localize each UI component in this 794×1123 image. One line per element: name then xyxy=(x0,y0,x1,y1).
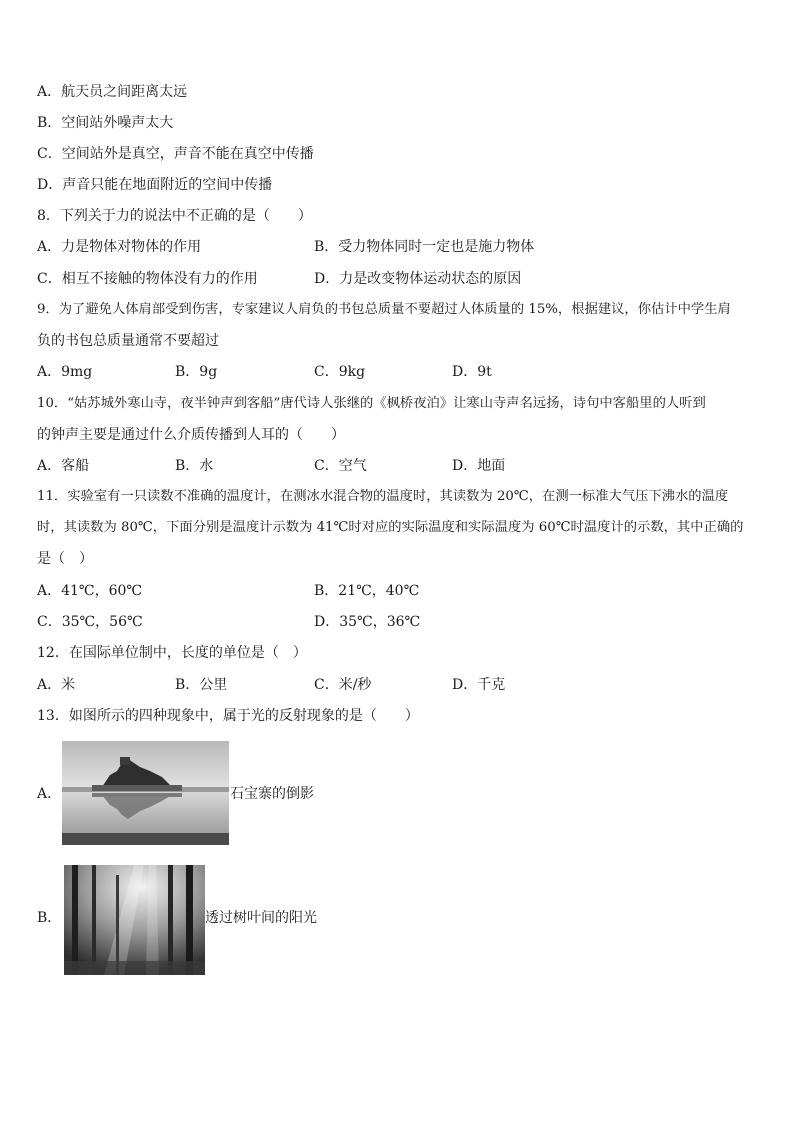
q13-stem: 13．如图所示的四种现象中，属于光的反射现象的是（ ） xyxy=(37,708,419,724)
q12-option-a: A．米 xyxy=(37,677,76,693)
q9-option-d: D．9t xyxy=(452,364,492,380)
q9-stem-line1: 9．为了避免人体肩部受到伤害，专家建议人肩负的书包总质量不要超过人体质量的 15%，根据建议，你估计中学生肩 xyxy=(37,302,731,317)
q11-stem-line1: 11．实验室有一只读数不准确的温度计，在测冰水混合物的温度时，其读数为 20℃，在测一标准大气压下沸水的温度 xyxy=(37,489,729,504)
q8-option-d: D．力是改变物体运动状态的原因 xyxy=(314,271,522,287)
q12-option-c: C．米/秒 xyxy=(314,677,372,693)
reflection-photo xyxy=(62,741,229,845)
sunlight-trees-photo xyxy=(64,865,205,975)
q9-option-c: C．9kg xyxy=(314,364,366,380)
q11-option-d: D．35℃，36℃ xyxy=(314,614,421,630)
q7-option-b: B．空间站外噪声太大 xyxy=(37,115,174,131)
q13-option-a-caption: 石宝寨的倒影 xyxy=(230,786,314,802)
q11-option-a: A．41℃，60℃ xyxy=(37,583,143,599)
q7-option-d: D．声音只能在地面附近的空间中传播 xyxy=(37,177,273,193)
q10-stem-line1: 10．“姑苏城外寒山寺，夜半钟声到客船”唐代诗人张继的《枫桥夜泊》让寒山寺声名远扬，诗句中客船里的人听到 xyxy=(37,396,706,411)
q8-stem: 8．下列关于力的说法中不正确的是（ ） xyxy=(37,208,312,224)
q11-option-c: C．35℃，56℃ xyxy=(37,614,143,630)
q11-stem-line2: 时，其读数为 80℃，下面分别是温度计示数为 41℃时对应的实际温度和实际温度为 60℃时温度计的示数，其中正确的 xyxy=(37,520,744,535)
q9-stem-line2: 负的书包总质量通常不要超过 xyxy=(37,333,219,349)
q10-option-c: C．空气 xyxy=(314,458,367,474)
q7-option-a: A．航天员之间距离太远 xyxy=(37,84,188,100)
q12-option-d: D．千克 xyxy=(452,677,506,693)
q9-option-b: B．9g xyxy=(175,364,218,380)
q10-option-b: B．水 xyxy=(175,458,214,474)
q13-option-a-label: A． xyxy=(37,786,62,802)
q9-option-a: A．9mg xyxy=(37,364,93,380)
q10-stem-line2: 的钟声主要是通过什么介质传播到人耳的（ ） xyxy=(37,427,345,443)
q13-option-b-caption: 透过树叶间的阳光 xyxy=(205,910,317,926)
q8-option-a: A．力是物体对物体的作用 xyxy=(37,239,202,255)
q10-option-d: D．地面 xyxy=(452,458,506,474)
q7-option-c: C．空间站外是真空，声音不能在真空中传播 xyxy=(37,146,314,162)
q12-stem: 12．在国际单位制中，长度的单位是（ ） xyxy=(37,645,307,661)
q13-option-b-label: B． xyxy=(37,910,62,926)
q12-option-b: B．公里 xyxy=(175,677,228,693)
q10-option-a: A．客船 xyxy=(37,458,90,474)
q8-option-c: C．相互不接触的物体没有力的作用 xyxy=(37,271,258,287)
q11-stem-line3: 是（ ） xyxy=(37,551,93,567)
q11-option-b: B．21℃，40℃ xyxy=(314,583,420,599)
q8-option-b: B．受力物体同时一定也是施力物体 xyxy=(314,239,535,255)
